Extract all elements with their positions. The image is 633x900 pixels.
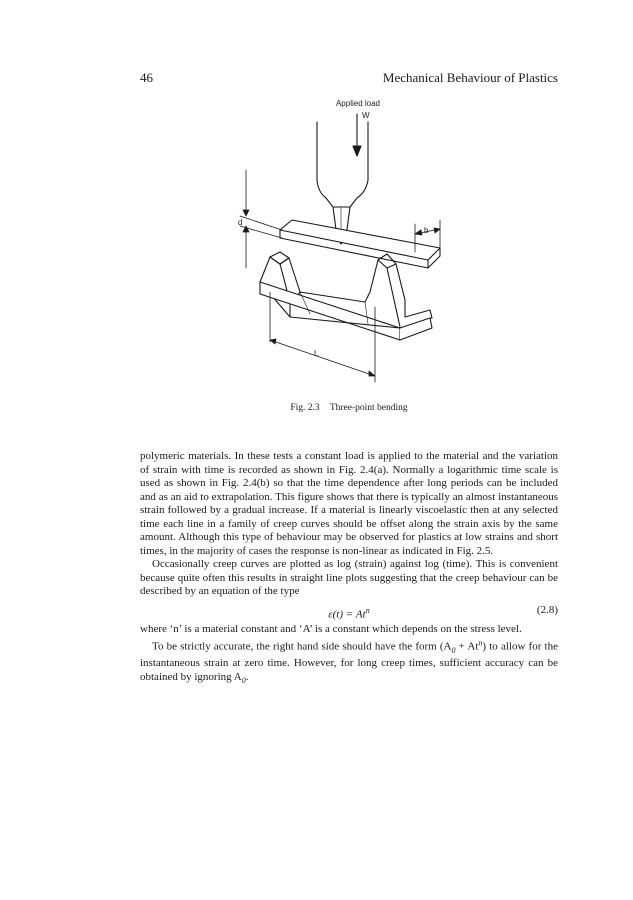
three-point-bending-figure [200, 92, 470, 392]
running-title: Mechanical Behaviour of Plastics [382, 70, 558, 85]
accuracy-text-d: . [245, 670, 249, 683]
equation-lhs: ε(t) = At [328, 608, 366, 621]
paragraph-creep-tests: polymeric materials. In these tests a constant load is applied to the material and the variation of strain with time is recorded as shown in Fig. 2.4(a). Normally a logarithmic time scale is used as shown in Fig. 2.4(b) so that the time dependence after long periods can be included and as an aid to extrapolation. This figure shows that there is typically an almost instantaneous strain followed by a gradual increase. If a material is linearly viscoelastic then at any selected time each line in a family of creep curves should be offset along the strain axis by the same amount. Although this type of behaviour may be observed for plastics at low strains and short times, in the majority of cases the response is non-linear as indicated in Fig. 2.5. [140, 450, 558, 557]
accuracy-text-c: ) to allow for the instantaneous strain at zero time. However, for long creep times, sufficient accuracy can be obtained by ignoring A [140, 640, 558, 683]
caption-number: Fig. 2.3 [290, 403, 320, 413]
equation-exponent: n [365, 605, 370, 615]
applied-load-label: Applied load [335, 99, 381, 108]
accuracy-text-a: To be strictly accurate, the right hand side should have the form (A [152, 640, 452, 653]
depth-dimension-icon [240, 170, 282, 268]
caption-text: Three-point bending [329, 403, 408, 413]
accuracy-sub-a0-second: 0 [241, 676, 246, 686]
body-text [140, 450, 558, 688]
paragraph-log-plots: Occasionally creep curves are plotted as log (strain) against log (time). This is convenient because quite often this results in straight line plots suggesting that the creep behaviour can be described by an equation of the type [140, 558, 558, 597]
equation-expression [140, 604, 558, 622]
equation-2-8 [140, 602, 558, 620]
specimen-beam-icon [280, 220, 440, 268]
figure-caption [140, 402, 558, 414]
load-symbol-label: W [362, 111, 370, 120]
accuracy-sup-n: n [478, 638, 483, 647]
support-base-icon [260, 252, 432, 340]
paragraph-constants: where ‘n’ is a material constant and ‘A’ is a constant which depends on the stress level. [140, 622, 522, 635]
accuracy-sub-a0: 0 [451, 645, 456, 655]
accuracy-text-b: + At [455, 640, 479, 653]
running-head [140, 70, 558, 86]
span-label: L [314, 349, 319, 358]
breadth-label: b [424, 226, 429, 235]
figure-drawing [200, 92, 470, 392]
equation-number: (2.8) [536, 603, 558, 616]
page-number: 46 [140, 70, 153, 85]
depth-label: d [238, 218, 243, 227]
paragraph-accuracy [140, 636, 558, 688]
